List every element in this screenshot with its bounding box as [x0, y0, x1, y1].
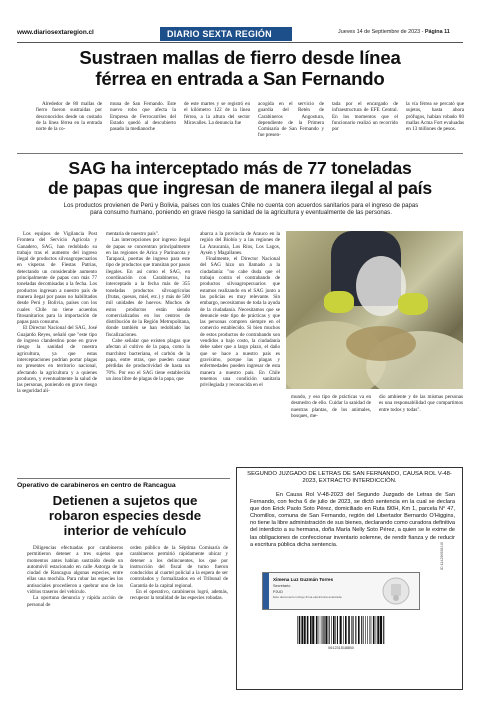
barcode-bar: [307, 616, 309, 644]
notice-title: SEGUNDO JUZGADO DE LETRAS DE SAN FERNANDO, CAUSA ROL V-48-2023, EXTRACTO INTERDICCIÓN.: [247, 471, 452, 485]
article2-headline-line2: de papas que ingresan de manera ilegal al país: [48, 178, 432, 198]
header-rule: [17, 42, 463, 43]
article2-subhead: Los productos provienen de Perú y Bolivia, países con los cuales Chile no cuenta con acuerdos sanitarios para el ingreso de papas para consumo humano, poniendo en grave riesgo la sanidad de la agricultura y eventualmente de las personas.: [63, 202, 419, 217]
notice-body: En Causa Rol V-48-2023 del Segundo Juzgado de Letras de San Fernando, con fecha 6 de julio de 2023, se dictó sentencia en la cual se declara que don Erick Paolo Soto Pérez, domiciliado en Ruta I90H, Km 1, parcela N° 47, Chomillos, comuna de San Fernando, región del Libertador Bernardo O'Higgins, no tiene la libre administración de sus bienes, declarando como curadora definitiva del interdicto a su hermana, doña María Nelly Soto Pérez, a quien se le exime de las obligaciones de confeccionar inventario solemne, de rendir fianza y de reducir a escritura pública dicha sentencia.: [250, 492, 455, 548]
barcode-bar: [345, 616, 347, 644]
signer-name: Ximena Luz Guzmán Torres: [273, 577, 334, 582]
barcode-image: [296, 616, 386, 644]
barcode-bar: [353, 616, 354, 644]
barcode-bar: [376, 616, 377, 644]
date-text: Jueves 14 de Septiembre de 2023 -: [338, 29, 425, 35]
barcode-bar: [363, 616, 364, 644]
barcode-bar: [371, 616, 372, 644]
barcode-bar: [365, 616, 366, 644]
article1-col6: la vía férrea se percató que sujetos, hasta ahora prófugos, habían robado 80 mallas Acma Fort evaluadas en 13 millones de pesos.: [406, 101, 464, 133]
barcode-bar: [310, 616, 312, 644]
side-code: ID:114290938:U0: [440, 542, 444, 570]
glove-image: [398, 293, 428, 315]
article3-top-rule: [17, 478, 230, 479]
article2-col3: abarca a la provincia de Arauco en la región del Biobío y a las regiones de La Araucanía, Los Ríos, Los Lagos, Aysén y Magallanes. Finalmente, el Director Nacional del SAG hizo un llamado a la ciudadanía: "no cabe duda que el trabajo contra el contrabando de productos silvoagropecuarios que estamos realizando en el SAG junto a las policías es muy relevante. Sin embargo, necesitamos de toda la ayuda de la ciudadanía. Necesitamos que se denuncie este tipo de prácticas y que las personas compren siempre en el comercio establecido. Si bien muchos de estos productos de contrabando son vendidos a bajo costo, la ciudadanía debe saber que a largo plazo, el daño que se hace a nuestro país es gravísimo, porque las plagas y enfermedades pueden ingresar de esta manera a nuestro país. En Chile tenemos una condición sanitaria privilegiada y reconocida en el: [200, 231, 280, 389]
barcode-bar: [377, 616, 379, 644]
article2-col2: mentaria de nuestro país". Las intercepciones por ingreso ilegal de papas se concentran principalmente en las regiones de Arica y Parinacota y Tarapacá, puertas de ingreso para este tipo de productos que transitan por pasos ilegales. En así como el SAG, en coordinación con Carabineros, ha interceptado a la fecha más de 355 toneladas productos silvoagrícolas (frutas, quesos, miel, etc.) y más de 500 mil unidades de huevos. Muchos de estos productos están siendo comercializados en los centros de distribución de la Región Metropolitana, donde también se han redoblado las fiscalizaciones. Cabe señalar que existen plagas que afectan al cultivo de la papa, como la marchitez bacteriana, el carbón de la papa, entre otras, que pueden causar pérdidas de productividad de hasta un 70%. Por eso el SAG tiene establecida un área libre de plagas de la papa, que: [106, 231, 190, 382]
barcode-bar: [367, 616, 368, 644]
article2-col5-bottom: dio ambiente y de las mismas personas es una responsabilidad que compartimos entre todos y todas".: [379, 394, 463, 413]
article3-headline: Detienen a sujetos que robaron especies desde interior de vehículo: [48, 493, 202, 539]
barcode-bar: [324, 616, 325, 644]
barcode-bar: [323, 616, 324, 644]
article3-col2: orden público de la Séptima Comisaría de carabineros permitió rápidamente ubicar y detener a los delincuentes, los que por instrucción del fiscal de turno fueron conducidos al cuartel policial a la espera de ser controlados y formalizados en el Tribunal de Garantía de la capital regional. En el operativo, carabineros logró, además, recuperar la totalidad de las especies robadas.: [130, 545, 228, 602]
barcode-bar: [383, 616, 384, 644]
signer-note: Este documento incluye firma electrónica avanzada: [273, 595, 342, 599]
signer-role: Secretario: [273, 584, 291, 588]
barcode-bar: [325, 616, 327, 644]
barcode-bar: [297, 616, 298, 644]
section-title: DIARIO SEXTA REGIÓN: [167, 29, 272, 39]
signature-certificate: [262, 572, 420, 610]
certificate-stripe: [263, 573, 269, 609]
article1-headline-line1: Sustraen mallas de fierro desde línea: [79, 47, 401, 68]
barcode-bar: [380, 616, 382, 644]
article1-col4: acogida en el servicio de guardia del Retén de Carabineros Angostura, dependiente de la Primera Comisaría de San Fernando y fue presen-: [258, 101, 324, 139]
potatoes-image: [346, 326, 416, 361]
barcode-bar: [319, 616, 320, 644]
article1-col5: tada por el encargado de infraestructura de EFE Central. En los momentos que el funcionario realizó un recorrido por: [332, 101, 398, 133]
article1-col1: Alrededor de 80 mallas de fierro fueron sustraídas por desconocidos desde un costado de la línea férrea en la entrada norte de la co-: [36, 101, 102, 133]
glove-image: [324, 291, 354, 313]
barcode-bar: [358, 616, 360, 644]
article2-col1: Los equipos de Vigilancia Post Frontera del Servicio Agrícola y Ganadero, SAG, han redoblado su trabajo tras el aumento del ingreso ilegal de productos silvoagropecuarios en vísperas de Fiestas Patrias, detectando un considerable aumento principalmente de papas con más 77 toneladas decomisadas a la fecha. Los productos ingresan a nuestro país de manera ilegal por pasos no habilitados desde Perú y Bolivia, países con los cuales Chile no tiene acuerdos fitosanitarios para la importación de papas para consumo. El Director Nacional del SAG, José Guajardo Reyes, señaló que "este tipo de ingreso clandestino pone en grave riesgo la sanidad de nuestra agricultura, ya que estas interceptaciones podrían portar plagas no presentes en territorio nacional, afectando la agricultura y a quienes producen, y eventualmente la salud de las personas, poniendo en grave riesgo la seguridad ali-: [17, 231, 97, 395]
barcode-bar: [351, 616, 352, 644]
page-number: Página 11: [424, 29, 450, 35]
barcode-bar: [337, 616, 338, 644]
barcode-bar: [331, 616, 332, 644]
barcode-bar: [343, 616, 344, 644]
barcode-bar: [301, 616, 303, 644]
barcode-bar: [299, 616, 301, 644]
article3-col1: Diligencias efectuadas por carabineros permitieron detener a tres sujetos que momentos antes habían sustraído desde un automóvil estacionado en calle Astorga de la ciudad de Rancagua algunas especies, entre ellas una mochila. Para robar las especies los antisociales procedieron a quebrar uno de los vidrios traseros del vehículo. La oportuna denuncia y rápida acción de personal de: [27, 545, 123, 608]
barcode-bar: [348, 616, 350, 644]
article1-headline: [17, 47, 463, 89]
barcode-bar: [373, 616, 375, 644]
barcode-bar: [333, 616, 335, 644]
article2-photo: [286, 231, 463, 389]
article2-headline-line1: SAG ha interceptado más de 77 toneladas: [68, 158, 412, 178]
article1-col2: muna de San Fernando. Este nuevo robo que afecta la Empresa de Ferrocarriles del Estado quedó al descubierto pasado la medianoche: [110, 101, 176, 133]
barcode-number: 0612315188B0: [328, 646, 354, 650]
signer-org: PJUD: [273, 590, 283, 594]
barcode-bar: [321, 616, 322, 644]
site-url[interactable]: www.diariosextaregion.cl: [17, 29, 94, 36]
article1-col3: de este martes y se registró en el kilómetro 122 de la línea férrea, a la altura del sector Miravalles. La denuncia fue: [184, 101, 250, 126]
barcode-bar: [361, 616, 362, 644]
barcode-bar: [335, 616, 336, 644]
barcode-bar: [355, 616, 356, 644]
barcode-bar: [312, 616, 314, 644]
barcode-bar: [370, 616, 371, 644]
issue-date: [338, 29, 450, 35]
article1-headline-line2: férrea en entrada a San Fernando: [95, 68, 385, 89]
barcode-bar: [329, 616, 330, 644]
barcode-bar: [304, 616, 306, 644]
article2-headline: [17, 158, 463, 198]
divider: [17, 153, 463, 154]
barcode-bar: [316, 616, 318, 644]
article3-kicker: Operativo de carabineros en centro de Rancagua: [17, 482, 176, 489]
article2-col4-bottom: mundo, y eso tipo de prácticas va en desmedro de ello. Cuidar la sanidad de nuestras plantas, de los animales, bosques, me-: [291, 394, 371, 419]
seal-icon: [381, 576, 411, 606]
barcode-bar: [340, 616, 342, 644]
